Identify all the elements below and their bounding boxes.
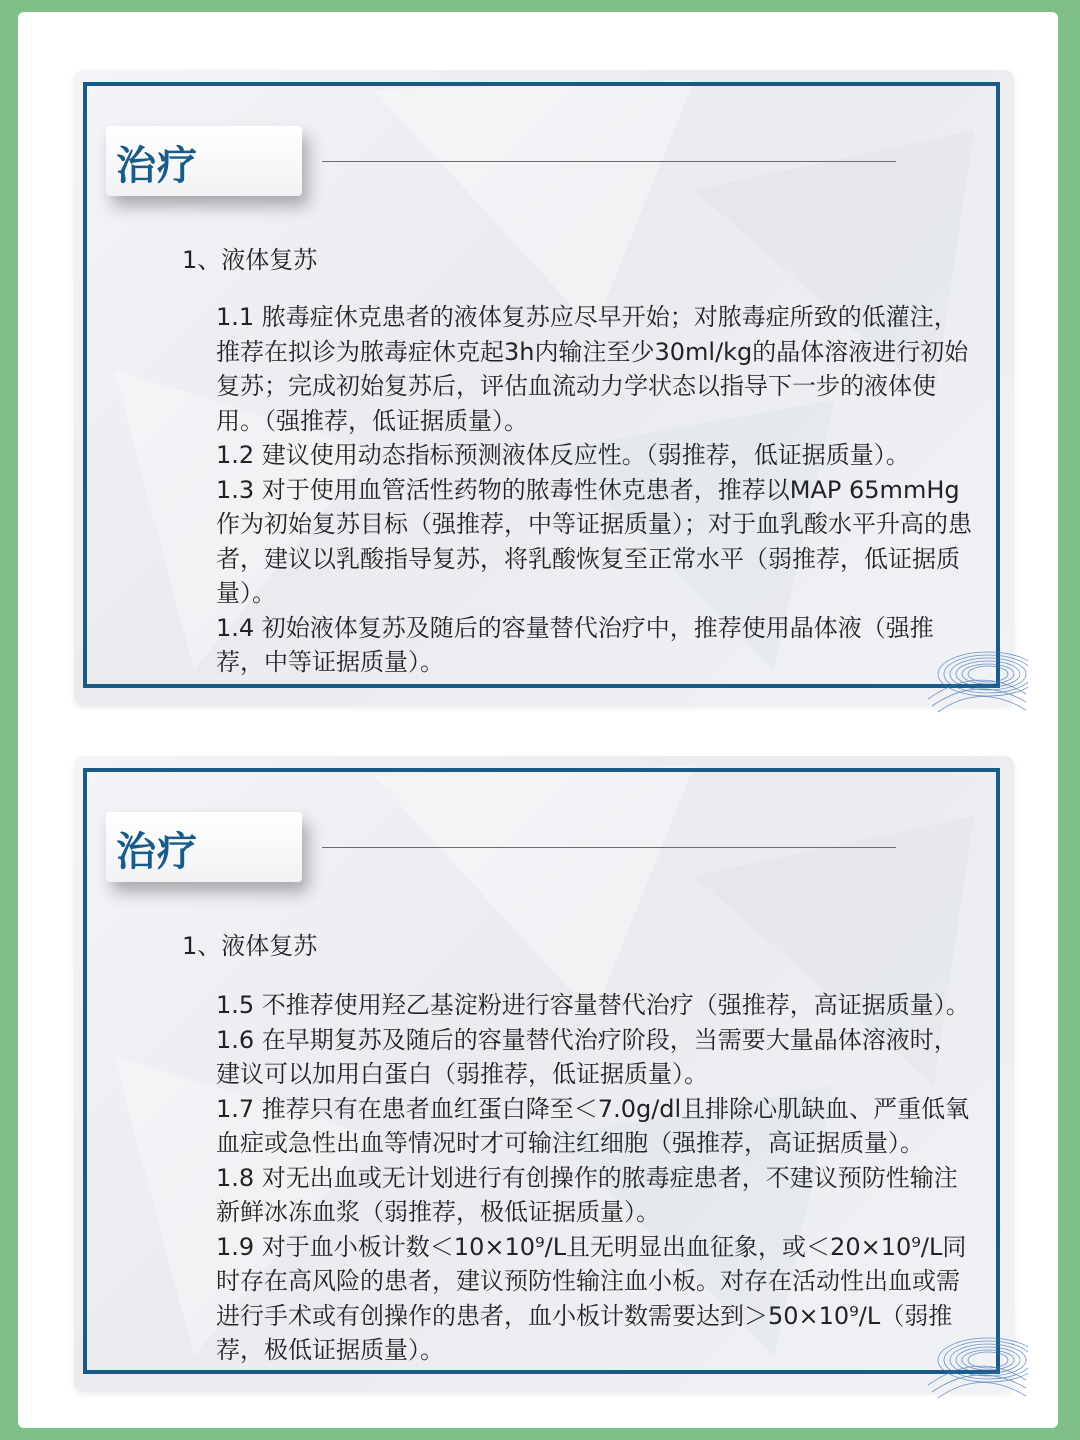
title-box [106, 812, 302, 882]
slide-title: 治疗 [116, 143, 198, 189]
section-heading: 1、液体复苏 [182, 932, 318, 960]
list-item: 1.9 对于血小板计数＜10×10⁹/L且无明显出血征象，或＜20×10⁹/L同时存在高风险的患者，建议预防性输注血小板。对存在活动性出血或需进行手术或有创操作的患者，血小板计数需要达到＞50×10⁹/L（弱推荐，极低证据质量）。 [216, 1232, 967, 1364]
slide-title: 治疗 [116, 829, 198, 875]
swirl-decoration-icon [918, 624, 1028, 714]
section-heading: 1、液体复苏 [182, 246, 318, 274]
list-item: 1.8 对无出血或无计划进行有创操作的脓毒症患者，不建议预防性输注新鲜冰冻血浆（弱推荐，极低证据质量）。 [216, 1163, 958, 1226]
list-item: 1.3 对于使用血管活性药物的脓毒性休克患者，推荐以MAP 65mmHg 作为初始复苏目标（强推荐，中等证据质量）；对于血乳酸水平升高的患者，建议以乳酸指导复苏，将乳酸恢复至正常水平（弱推荐，低证据质量）。 [216, 475, 972, 607]
list-item: 1.5 不推荐使用羟乙基淀粉进行容量替代治疗（强推荐，高证据质量）。 [216, 991, 970, 1019]
page [18, 12, 1058, 1428]
swirl-decoration-icon [918, 1310, 1028, 1400]
slide-body [216, 988, 976, 1368]
slide-1 [74, 70, 1014, 706]
list-item: 1.2 建议使用动态指标预测液体反应性。（弱推荐，低证据质量）。 [216, 441, 910, 469]
title-divider [322, 847, 896, 848]
list-item: 1.7 推荐只有在患者血红蛋白降至＜7.0g/dl且排除心肌缺血、严重低氧血症或急性出血等情况时才可输注红细胞（强推荐，高证据质量）。 [216, 1094, 970, 1157]
list-item: 1.4 初始液体复苏及随后的容量替代治疗中，推荐使用晶体液（强推荐，中等证据质量）。 [216, 613, 934, 676]
list-item: 1.6 在早期复苏及随后的容量替代治疗阶段，当需要大量晶体溶液时，建议可以加用白蛋白（弱推荐，低证据质量）。 [216, 1025, 958, 1088]
list-item: 1.1 脓毒症休克患者的液体复苏应尽早开始；对脓毒症所致的低灌注，推荐在拟诊为脓毒症休克起3h内输注至少30ml/kg的晶体溶液进行初始复苏；完成初始复苏后，评估血流动力学状态以指导下一步的液体使用。（强推荐，低证据质量）。 [216, 303, 969, 435]
slide-2 [74, 756, 1014, 1392]
slide-body [216, 300, 976, 680]
title-divider [322, 161, 896, 162]
title-box [106, 126, 302, 196]
